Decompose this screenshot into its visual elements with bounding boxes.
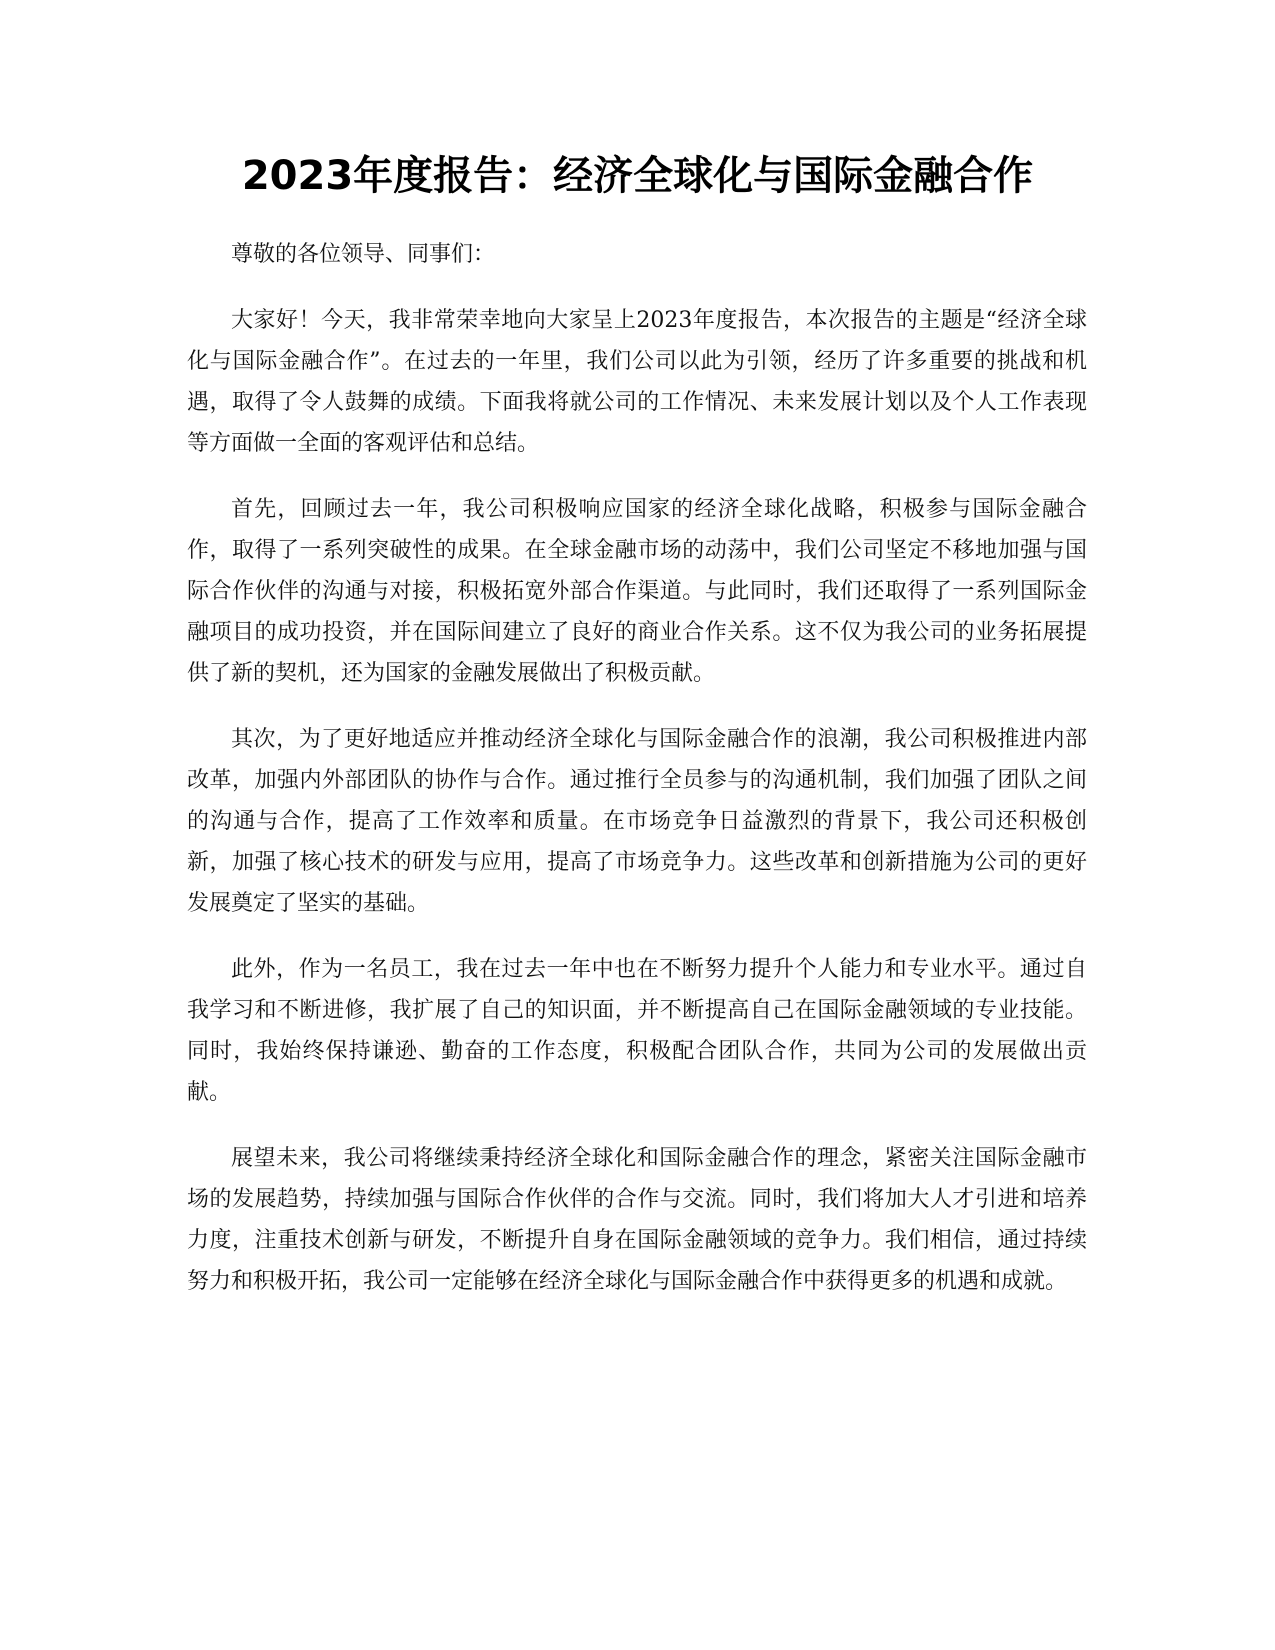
review-paragraph: 首先，回顾过去一年，我公司积极响应国家的经济全球化战略，积极参与国际金融合作，取得了一系列突破性的成果。在全球金融市场的动荡中，我们公司坚定不移地加强与国际合作伙伴的沟通与对接，积极拓宽外部合作渠道。与此同时，我们还取得了一系列国际金融项目的成功投资，并在国际间建立了良好的商业合作关系。这不仅为我公司的业务拓展提供了新的契机，还为国家的金融发展做出了积极贡献。 — [187, 497, 1087, 686]
document-body — [187, 234, 1087, 1327]
reform-paragraph: 其次，为了更好地适应并推动经济全球化与国际金融合作的浪潮，我公司积极推进内部改革，加强内外部团队的协作与合作。通过推行全员参与的沟通机制，我们加强了团队之间的沟通与合作，提高了工作效率和质量。在市场竞争日益激烈的背景下，我公司还积极创新，加强了核心技术的研发与应用，提高了市场竞争力。这些改革和创新措施为公司的更好发展奠定了坚实的基础。 — [187, 727, 1087, 916]
outlook-paragraph: 展望未来，我公司将继续秉持经济全球化和国际金融合作的理念，紧密关注国际金融市场的发展趋势，持续加强与国际合作伙伴的合作与交流。同时，我们将加大人才引进和培养力度，注重技术创新与研发，不断提升自身在国际金融领域的竞争力。我们相信，通过持续努力和积极开拓，我公司一定能够在经济全球化与国际金融合作中获得更多的机遇和成就。 — [187, 1146, 1087, 1294]
intro-paragraph: 大家好！今天，我非常荣幸地向大家呈上2023年度报告，本次报告的主题是“经济全球化与国际金融合作”。在过去的一年里，我们公司以此为引领，经历了许多重要的挑战和机遇，取得了令人鼓舞的成绩。下面我将就公司的工作情况、未来发展计划以及个人工作表现等方面做一全面的客观评估和总结。 — [187, 308, 1087, 456]
document-title: 2023年度报告：经济全球化与国际金融合作 — [241, 153, 1034, 199]
salutation-paragraph: 尊敬的各位领导、同事们： — [231, 242, 496, 267]
personal-paragraph: 此外，作为一名员工，我在过去一年中也在不断努力提升个人能力和专业水平。通过自我学习和不断进修，我扩展了自己的知识面，并不断提高自己在国际金融领域的专业技能。同时，我始终保持谦逊、勤奋的工作态度，积极配合团队合作，共同为公司的发展做出贡献。 — [187, 957, 1087, 1105]
